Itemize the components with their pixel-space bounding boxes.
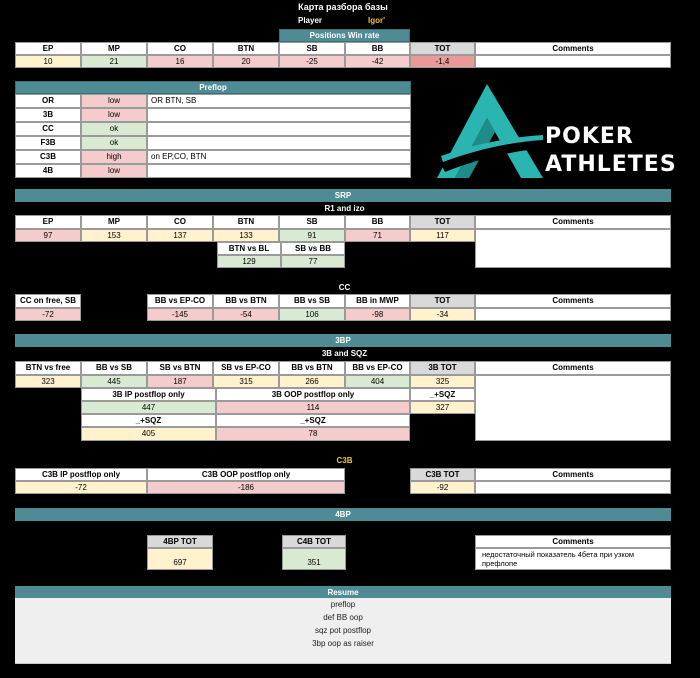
preflop-label-4b: 4B xyxy=(15,164,81,178)
cc-header-bb-vs-sb: BB vs SB xyxy=(279,294,345,308)
winrate-value-bb: -42 xyxy=(345,55,410,68)
winrate-value-btn: 20 xyxy=(213,55,279,68)
threebp-ip-header: 3B IP postflop only xyxy=(81,388,216,401)
winrate-value-comments[interactable] xyxy=(475,55,671,68)
cc-header-bb-vs-ep-co: BB vs EP-CO xyxy=(147,294,213,308)
threebp-ip-value: 447 xyxy=(81,401,216,414)
srp-header-ep: EP xyxy=(15,215,81,229)
srp-value-bb: 71 xyxy=(345,229,410,242)
srp-header-tot: TOT xyxy=(410,215,475,229)
srp-value-ep: 97 xyxy=(15,229,81,242)
preflop-value-cc: ok xyxy=(81,122,147,136)
cc-header-bb-in-mwp: BB in MWP xyxy=(345,294,410,308)
preflop-note-cc[interactable] xyxy=(147,122,411,136)
srp-value-tot: 117 xyxy=(410,229,475,242)
fourbp-tot-header: 4BP TOT xyxy=(147,535,213,548)
c3b-ip-value: -72 xyxy=(15,481,147,494)
threebp-sqz-tot-label: _+SQZ xyxy=(410,388,475,401)
srp-header-sb: SB xyxy=(279,215,345,229)
logo-line1: POKER xyxy=(545,124,634,149)
fourbp-band: 4BP xyxy=(15,508,671,521)
threebp-value-sb-vs-ep-co: 315 xyxy=(213,375,279,388)
threebp-band: 3BP xyxy=(15,334,671,347)
srp-band: SRP xyxy=(15,189,671,202)
preflop-value-f3b: ok xyxy=(81,136,147,150)
threebp-header-bb-vs-btn: BB vs BTN xyxy=(279,361,345,375)
c3b-subtitle: C3B xyxy=(336,456,353,465)
threebp-value-sb-vs-btn: 187 xyxy=(147,375,213,388)
logo-mark-icon xyxy=(435,82,545,182)
winrate-value-ep: 10 xyxy=(15,55,81,68)
threebp-value-btn-vs-free: 323 xyxy=(15,375,81,388)
threebp-value-bb-vs-sb: 445 xyxy=(81,375,147,388)
preflop-label-f3b: F3B xyxy=(15,136,81,150)
preflop-note-or[interactable]: OR BTN, SB xyxy=(147,94,411,108)
winrate-header-btn: BTN xyxy=(213,42,279,55)
srp-header-co: CO xyxy=(147,215,213,229)
preflop-label-cc: CC xyxy=(15,122,81,136)
threebp-header-sb-vs-btn: SB vs BTN xyxy=(147,361,213,375)
fourbp-comments-header: Comments xyxy=(475,535,671,548)
cc-value-bb-vs-ep-co: -145 xyxy=(147,308,213,321)
winrate-value-co: 16 xyxy=(147,55,213,68)
c3b-tot-value: -92 xyxy=(410,481,475,494)
c3b-tot-header: C3B TOT xyxy=(410,468,475,481)
preflop-note-3b[interactable] xyxy=(147,108,411,122)
threebp-value-comments[interactable] xyxy=(475,375,671,441)
winrate-value-sb: -25 xyxy=(279,55,345,68)
srp-value-comments[interactable] xyxy=(475,229,671,268)
srp-header-comments: Comments xyxy=(475,215,671,229)
threebp-ip-sqz-value: 405 xyxy=(81,427,216,441)
preflop-note-c3b[interactable]: on EP,CO, BTN xyxy=(147,150,411,164)
srp-subheader-btn-vs-bl: BTN vs BL xyxy=(217,242,281,255)
threebp-value-bb-vs-btn: 266 xyxy=(279,375,345,388)
cc-header-comments: Comments xyxy=(475,294,671,308)
srp-value-mp: 153 xyxy=(81,229,147,242)
cc-header-tot: TOT xyxy=(410,294,475,308)
threebp-oop-sqz-value: 78 xyxy=(216,427,410,441)
preflop-value-or: low xyxy=(81,94,147,108)
threebp-sqz-tot-value: 327 xyxy=(410,401,475,414)
srp-subvalue-sb-vs-bb: 77 xyxy=(281,255,345,268)
srp-header-btn: BTN xyxy=(213,215,279,229)
fourbp-tot-value: 697 xyxy=(147,548,213,570)
preflop-label-3b: 3B xyxy=(15,108,81,122)
page-title: Карта разбора базы xyxy=(298,2,388,12)
threebp-header-tot: 3B TOT xyxy=(410,361,475,375)
cc-value-comments[interactable] xyxy=(475,308,671,321)
cc-value-bb-vs-sb: 106 xyxy=(279,308,345,321)
threebp-ip-sqz-label: _+SQZ xyxy=(81,414,216,427)
winrate-header-ep: EP xyxy=(15,42,81,55)
srp-subvalue-btn-vs-bl: 129 xyxy=(217,255,281,268)
preflop-value-3b: low xyxy=(81,108,147,122)
winrate-header-comments: Comments xyxy=(475,42,671,55)
c4b-tot-header: C4B TOT xyxy=(282,535,346,548)
player-label: Player xyxy=(298,16,323,25)
preflop-note-4b[interactable] xyxy=(147,164,411,178)
threebp-oop-sqz-label: _+SQZ xyxy=(216,414,410,427)
threebp-oop-value: 114 xyxy=(216,401,410,414)
threebp-header-comments: Comments xyxy=(475,361,671,375)
preflop-title: Preflop xyxy=(15,81,411,94)
c3b-oop-value: -186 xyxy=(147,481,345,494)
threebp-subtitle: 3B and SQZ xyxy=(321,349,368,358)
preflop-label-or: OR xyxy=(15,94,81,108)
cc-value-free-sb: -72 xyxy=(15,308,81,321)
winrate-header-mp: MP xyxy=(81,42,147,55)
srp-subheader-sb-vs-bb: SB vs BB xyxy=(281,242,345,255)
c3b-comments-header: Comments xyxy=(475,468,671,481)
c3b-ip-header: C3B IP postflop only xyxy=(15,468,147,481)
threebp-header-bb-vs-ep-co: BB vs EP-CO xyxy=(345,361,410,375)
srp-subtitle: R1 and izo xyxy=(324,204,365,213)
fourbp-comment-line2: префлопе xyxy=(482,559,518,568)
srp-header-bb: BB xyxy=(345,215,410,229)
cc-subtitle: CC xyxy=(338,283,351,292)
threebp-value-bb-vs-ep-co: 404 xyxy=(345,375,410,388)
srp-value-btn: 133 xyxy=(213,229,279,242)
winrate-header-bb: BB xyxy=(345,42,410,55)
resume-item-preflop: preflop xyxy=(15,598,671,612)
preflop-value-4b: low xyxy=(81,164,147,178)
cc-value-tot: -34 xyxy=(410,308,475,321)
threebp-header-bb-vs-sb: BB vs SB xyxy=(81,361,147,375)
poker-athletes-logo xyxy=(435,82,675,182)
resume-item-def-bb-oop: def BB oop xyxy=(15,611,671,625)
winrate-header-tot: TOT xyxy=(410,42,475,55)
cc-value-bb-vs-btn: -54 xyxy=(213,308,279,321)
resume-item-empty xyxy=(15,650,671,664)
winrate-value-mp: 21 xyxy=(81,55,147,68)
winrate-header-sb: SB xyxy=(279,42,345,55)
cc-value-bb-in-mwp: -98 xyxy=(345,308,410,321)
fourbp-comment-line1: недостаточный показатель 4бета при узком xyxy=(482,549,635,559)
threebp-header-sb-vs-ep-co: SB vs EP-CO xyxy=(213,361,279,375)
preflop-note-f3b[interactable] xyxy=(147,136,411,150)
srp-value-co: 137 xyxy=(147,229,213,242)
resume-item-sqz-pot-postflop: sqz pot postflop xyxy=(15,624,671,638)
threebp-value-tot: 325 xyxy=(410,375,475,388)
winrate-title: Positions Win rate xyxy=(279,29,410,42)
winrate-header-co: CO xyxy=(147,42,213,55)
c3b-oop-header: C3B OOP postflop only xyxy=(147,468,345,481)
resume-item-3bp-oop-as-raiser: 3bp oop as raiser xyxy=(15,637,671,651)
cc-header-free-sb: CC on free, SB xyxy=(15,294,81,308)
winrate-value-tot: -1,4 xyxy=(410,55,475,68)
srp-header-mp: MP xyxy=(81,215,147,229)
fourbp-comments-value[interactable] xyxy=(475,548,671,570)
threebp-oop-header: 3B OOP postflop only xyxy=(216,388,410,401)
logo-line2: ATHLETES xyxy=(545,152,677,177)
c4b-tot-value: 351 xyxy=(282,548,346,570)
preflop-value-c3b: high xyxy=(81,150,147,164)
preflop-label-c3b: C3B xyxy=(15,150,81,164)
threebp-header-btn-vs-free: BTN vs free xyxy=(15,361,81,375)
player-name: Igor' xyxy=(368,16,386,25)
resume-band: Resume xyxy=(15,586,671,598)
c3b-comments-value[interactable] xyxy=(475,481,671,494)
srp-value-sb: 91 xyxy=(279,229,345,242)
cc-header-bb-vs-btn: BB vs BTN xyxy=(213,294,279,308)
